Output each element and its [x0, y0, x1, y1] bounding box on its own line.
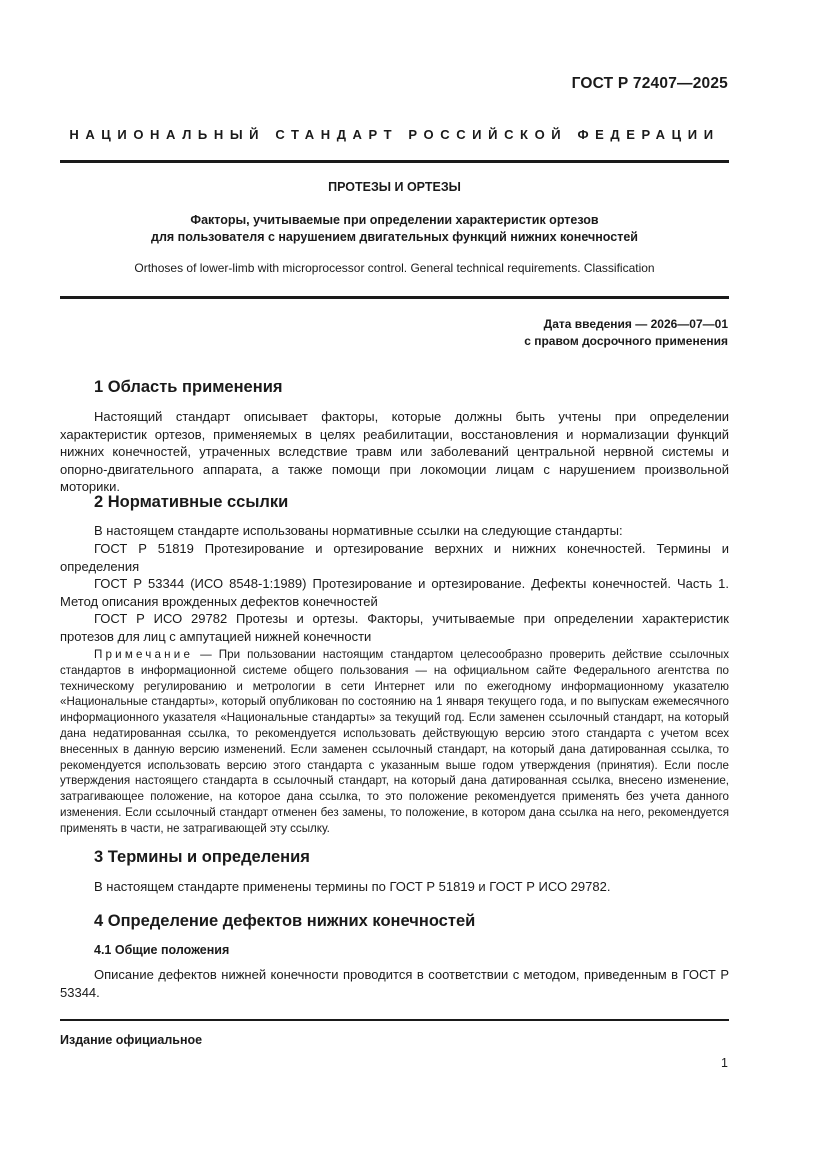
reference-item: ГОСТ Р 53344 (ИСО 8548-1:1989) Протезирование и ортезирование. Дефекты конечностей. Часть 1. Метод описания врожденных дефектов конечностей	[60, 576, 729, 609]
introduction-date	[524, 316, 728, 349]
subtitle-line-1: Факторы, учитываемые при определении характеристик ортезов	[190, 213, 599, 227]
section-2-heading: 2 Нормативные ссылки	[94, 493, 289, 511]
section-4-1-text: Описание дефектов нижней конечности проводится в соответствии с методом, приведенным в ГОСТ Р 53344.	[60, 967, 729, 1000]
early-application-line: с правом досрочного применения	[524, 333, 728, 348]
section-1-text: Настоящий стандарт описывает факторы, которые должны быть учтены при определении характеристик ортезов, применяемых в целях реабилитации, восстановления и нормализации функций нижних конечностей, утраченных вследствие травм или заболеваний центральной нервной системы и опорно-двигательного аппарата, а также помощи при локомоции лицам с нарушением произвольной моторики.	[60, 409, 729, 495]
section-3-heading: 3 Термины и определения	[94, 848, 310, 866]
section-3-text: В настоящем стандарте применены термины по ГОСТ Р 51819 и ГОСТ Р ИСО 29782.	[94, 879, 611, 894]
header-divider	[60, 160, 729, 163]
standard-subtitle	[60, 212, 729, 246]
note-label: Примечание	[94, 648, 194, 661]
note-text: — При пользовании настоящим стандартом целесообразно проверить действие ссылочных стандартов в информационной системе общего пользования — на официальном сайте Федерального агентства по техническому регулированию и метрологии в сети Интернет или по ежегодному информационному указателю «Национальные стандарты», который опубликован по состоянию на 1 января текущего года, и по выпускам ежемесячного информационного указателя «Национальные стандарты» за текущий год. Если заменен ссылочный стандарт, на который дана недатированная ссылка, то рекомендуется использовать действующую версию этого стандарта с учетом всех внесенных в данную версию изменений. Если заменен ссылочный стандарт, на который дана датированная ссылка, то рекомендуется использовать версию этого стандарта с указанным выше годом утверждения (принятия). Если после утверждения настоящего стандарта в ссылочный стандарт, на который дана датированная ссылка, внесено изменение, затрагивающее положение, на которое дана ссылка, то это положение рекомендуется применять без учета данного изменения. Если ссылочный стандарт отменен без замены, то положение, в котором дана ссылка на него, рекомендуется применять в части, не затрагивающей эту ссылку.	[60, 648, 729, 835]
subtitle-line-2: для пользователя с нарушением двигательных функций нижних конечностей	[151, 230, 638, 244]
intro-date-line: Дата введения — 2026—07—01	[543, 317, 728, 331]
reference-item: ГОСТ Р 51819 Протезирование и ортезирование верхних и нижних конечностей. Термины и определения	[60, 541, 729, 574]
references-intro: В настоящем стандарте использованы нормативные ссылки на следующие стандарты:	[94, 523, 623, 538]
footer-divider	[60, 1019, 729, 1021]
doc-number: ГОСТ Р 72407—2025	[571, 75, 728, 92]
section-1-heading: 1 Область применения	[94, 378, 283, 396]
title-divider	[60, 296, 729, 299]
page-number: 1	[721, 1056, 728, 1070]
standard-title: ПРОТЕЗЫ И ОРТЕЗЫ	[328, 180, 461, 194]
english-title: Orthoses of lower-limb with microprocessor control. General technical requirements. Classification	[134, 261, 655, 275]
official-edition-label: Издание официальное	[60, 1033, 203, 1047]
subsection-4-1-heading: 4.1 Общие положения	[94, 943, 230, 957]
reference-item: ГОСТ Р ИСО 29782 Протезы и ортезы. Факторы, учитываемые при определении характеристик протезов для лиц с ампутацией нижней конечности	[60, 611, 729, 644]
series-title: НАЦИОНАЛЬНЫЙ СТАНДАРТ РОССИЙСКОЙ ФЕДЕРАЦИИ	[69, 127, 720, 142]
references-note	[60, 647, 729, 837]
section-4-heading: 4 Определение дефектов нижних конечностей	[94, 912, 476, 930]
